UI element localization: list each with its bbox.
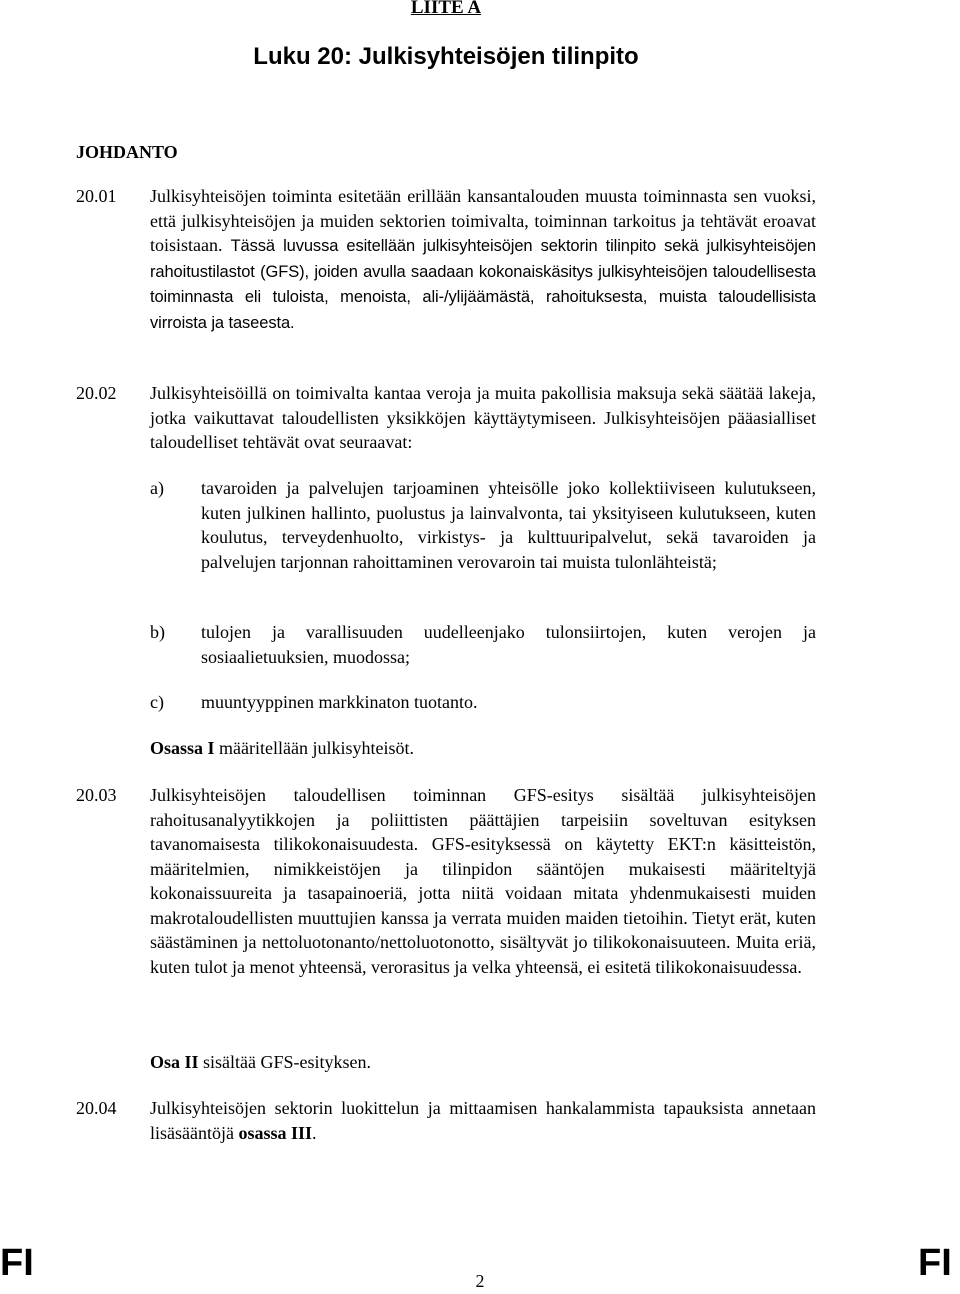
footer-language-code-right: FI (918, 1242, 952, 1284)
paragraph-number-20-01: 20.01 (76, 186, 117, 206)
paragraph-20-01-serif-text: Julkisyhteisöjen toiminta esitetään erillään kansantalouden muusta toiminnasta sen vuoksi, että julkisyhteisöjen ja muiden sektorien toimivalta, toiminnan tarkoitus ja tehtävät eroavat toisistaan. (150, 186, 816, 255)
paragraph-20-03: Julkisyhteisöjen taloudellisen toiminnan GFS-esitys sisältää julkisyhteisöjen rahoitusanalyytikkojen ja poliittisten päättäjien tarpeisiin soveltuvan esityksen tavanomaisesta tilikokonaisuudesta. GFS-esityksessä on käytetty EKT:n käsitteistön, määritelmien, nimikkeistöjen ja tilinpidon sääntöjen mukaisesti määriteltyjä kokonaissuureita ja tasapainoeriä, jotta niitä voidaan mitata yhdenmukaisesti muiden makrotaloudellisten muuttujien kanssa ja verrata muiden maiden tietoihin. Tietyt erät, kuten säästäminen ja nettoluotonanto/nettoluotonotto, sisältyvät jo tilikokonaisuuteen. Muita eriä, kuten tulot ja menot yhteensä, verorasitus ja velka yhteensä, ei esitetä tilikokonaisuudessa. (150, 785, 816, 977)
chapter-title: Luku 20: Julkisyhteisöjen tilinpito (253, 43, 639, 70)
section-heading: JOHDANTO (76, 142, 178, 162)
list-item-label-b: b) (150, 622, 165, 642)
note-part-2 (150, 1050, 816, 1075)
list-item-label-c: c) (150, 692, 164, 712)
list-item-c: muuntyyppinen markkinaton tuotanto. (201, 692, 478, 712)
paragraph-20-01 (150, 184, 816, 335)
paragraph-number-20-03: 20.03 (76, 785, 117, 805)
page-number: 2 (475, 1271, 485, 1291)
paragraph-number-20-04: 20.04 (76, 1098, 117, 1118)
note-part-1-bold: Osassa I (150, 738, 215, 758)
list-item-a: tavaroiden ja palvelujen tarjoaminen yhteisölle joko kollektiiviseen kulutukseen, kuten julkinen hallinto, puolustus ja lainvalvonta, tai yksityiseen kulutukseen, kuten koulutus, terveydenhuolto, virkistys- ja kulttuuripalvelut, sekä tavaroiden ja palvelujen tarjonnan rahoittaminen verovaroin tai muista tulonlähteistä; (201, 478, 816, 572)
paragraph-20-02: Julkisyhteisöillä on toimivalta kantaa veroja ja muita pakollisia maksuja sekä säätää lakeja, jotka vaikuttavat taloudellisten yksikköjen käyttäytymiseen. Julkisyhteisöjen pääasialliset taloudelliset tehtävät ovat seuraavat: (150, 383, 816, 452)
note-part-2-bold: Osa II (150, 1052, 199, 1072)
footer-language-code-left: FI (0, 1242, 34, 1284)
paragraph-20-04-bold: osassa III (238, 1122, 313, 1143)
list-item-b: tulojen ja varallisuuden uudelleenjako tulonsiirtojen, kuten verojen ja sosiaalietuuksien, muodossa; (201, 622, 816, 667)
note-part-2-text: sisältää GFS-esityksen. (198, 1052, 372, 1072)
note-part-1 (150, 736, 816, 761)
paragraph-20-04-text: Julkisyhteisöjen sektorin luokittelun ja mittaamisen hankalammista tapauksista annetaan lisäsääntöjä (150, 1098, 816, 1143)
paragraph-20-04-end: . (312, 1122, 317, 1143)
annex-label: LIITE A (410, 0, 482, 18)
list-item-label-a: a) (150, 478, 164, 498)
paragraph-20-01-sans-text: Tässä luvussa esitellään julkisyhteisöjen sektorin tilinpito sekä julkisyhteisöjen rahoitustilastot (GFS), joiden avulla saadaan kokonaiskäsitys julkisyhteisöjen taloudellisesta toiminnasta eli tuloista, menoista, ali-/ylijäämästä, rahoituksesta, muista taloudellisista virroista ja taseesta. (150, 237, 816, 332)
paragraph-number-20-02: 20.02 (76, 383, 117, 403)
paragraph-20-04 (150, 1096, 816, 1145)
note-part-1-text: määritellään julkisyhteisöt. (214, 738, 414, 758)
